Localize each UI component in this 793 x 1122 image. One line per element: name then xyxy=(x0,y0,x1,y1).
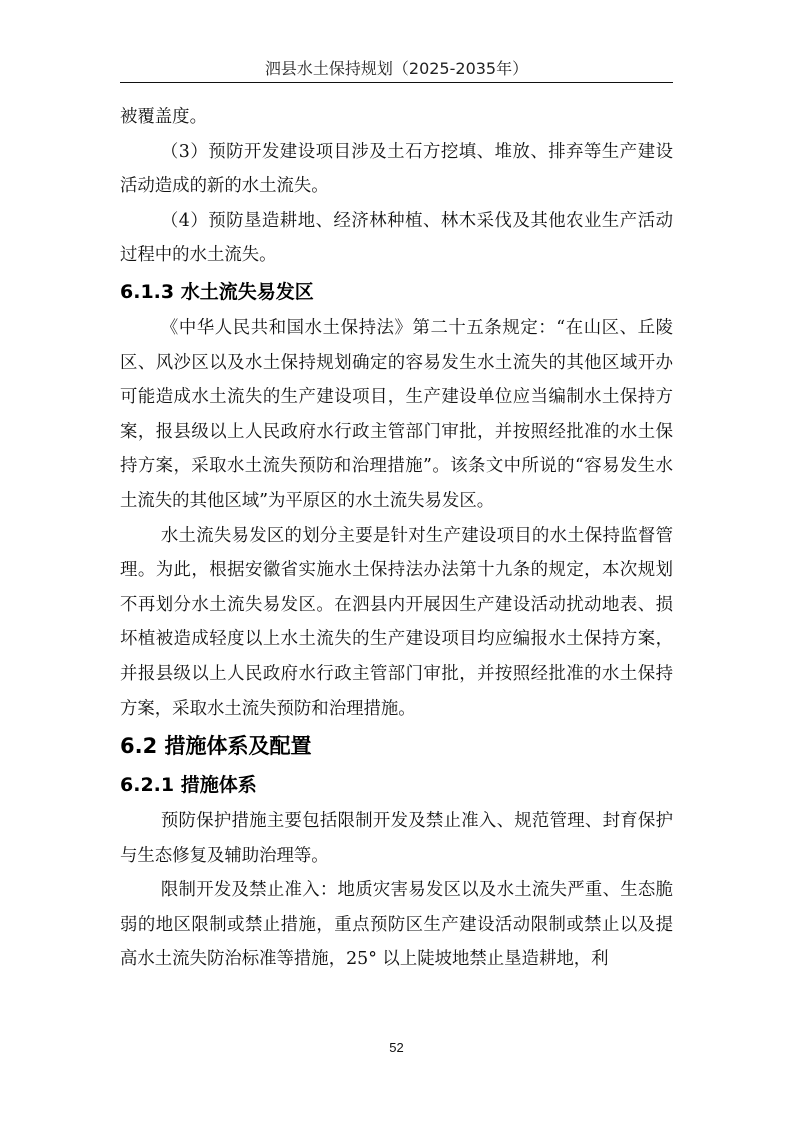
paragraph: （3）预防开发建设项目涉及土石方挖填、堆放、排弃等生产建设活动造成的新的水土流失。 xyxy=(120,141,673,197)
header-rule xyxy=(120,82,673,83)
paragraph: 《中华人民共和国水土保持法》第二十五条规定：“在山区、丘陵区、风沙区以及水土保持规划确定的容易发生水土流失的其他区域开办可能造成水土流失的生产建设项目，生产建设单位应当编制水土保持方案，报县级以上人民政府水行政主管部门审批，并按照经批准的水土保持方案，采取水土流失预防和治理措施”。该条文中所说的“容易发生水土流失的其他区域”为平原区的水土流失易发区。 xyxy=(120,317,673,511)
paragraph: 被覆盖度。 xyxy=(120,107,207,127)
page-number: 52 xyxy=(389,1040,404,1055)
running-header: 泗县水土保持规划（2025-2035年） xyxy=(264,59,529,78)
page-content xyxy=(120,100,673,977)
paragraph: （4）预防垦造耕地、经济林种植、林木采伐及其他农业生产活动过程中的水土流失。 xyxy=(120,210,673,266)
paragraph: 水土流失易发区的划分主要是针对生产建设项目的水土保持监督管理。为此，根据安徽省实施水土保持法办法第十九条的规定，本次规划不再划分水土流失易发区。在泗县内开展因生产建设活动扰动地表、损坏植被造成轻度以上水土流失的生产建设项目均应编报水土保持方案，并报县级以上人民政府水行政主管部门审批，并按照经批准的水土保持方案，采取水土流失预防和治理措施。 xyxy=(120,525,673,719)
section-heading: 6.1.3 水土流失易发区 xyxy=(120,280,314,303)
section-heading: 6.2.1 措施体系 xyxy=(120,774,257,797)
section-heading: 6.2 措施体系及配置 xyxy=(120,734,312,759)
paragraph: 预防保护措施主要包括限制开发及禁止准入、规范管理、封育保护与生态修复及辅助治理等。 xyxy=(120,811,673,866)
paragraph: 限制开发及禁止准入：地质灾害易发区以及水土流失严重、生态脆弱的地区限制或禁止措施，重点预防区生产建设活动限制或禁止以及提高水土流失防治标准等措施，25° 以上陡坡地禁止垦造耕地，利 xyxy=(120,880,673,970)
